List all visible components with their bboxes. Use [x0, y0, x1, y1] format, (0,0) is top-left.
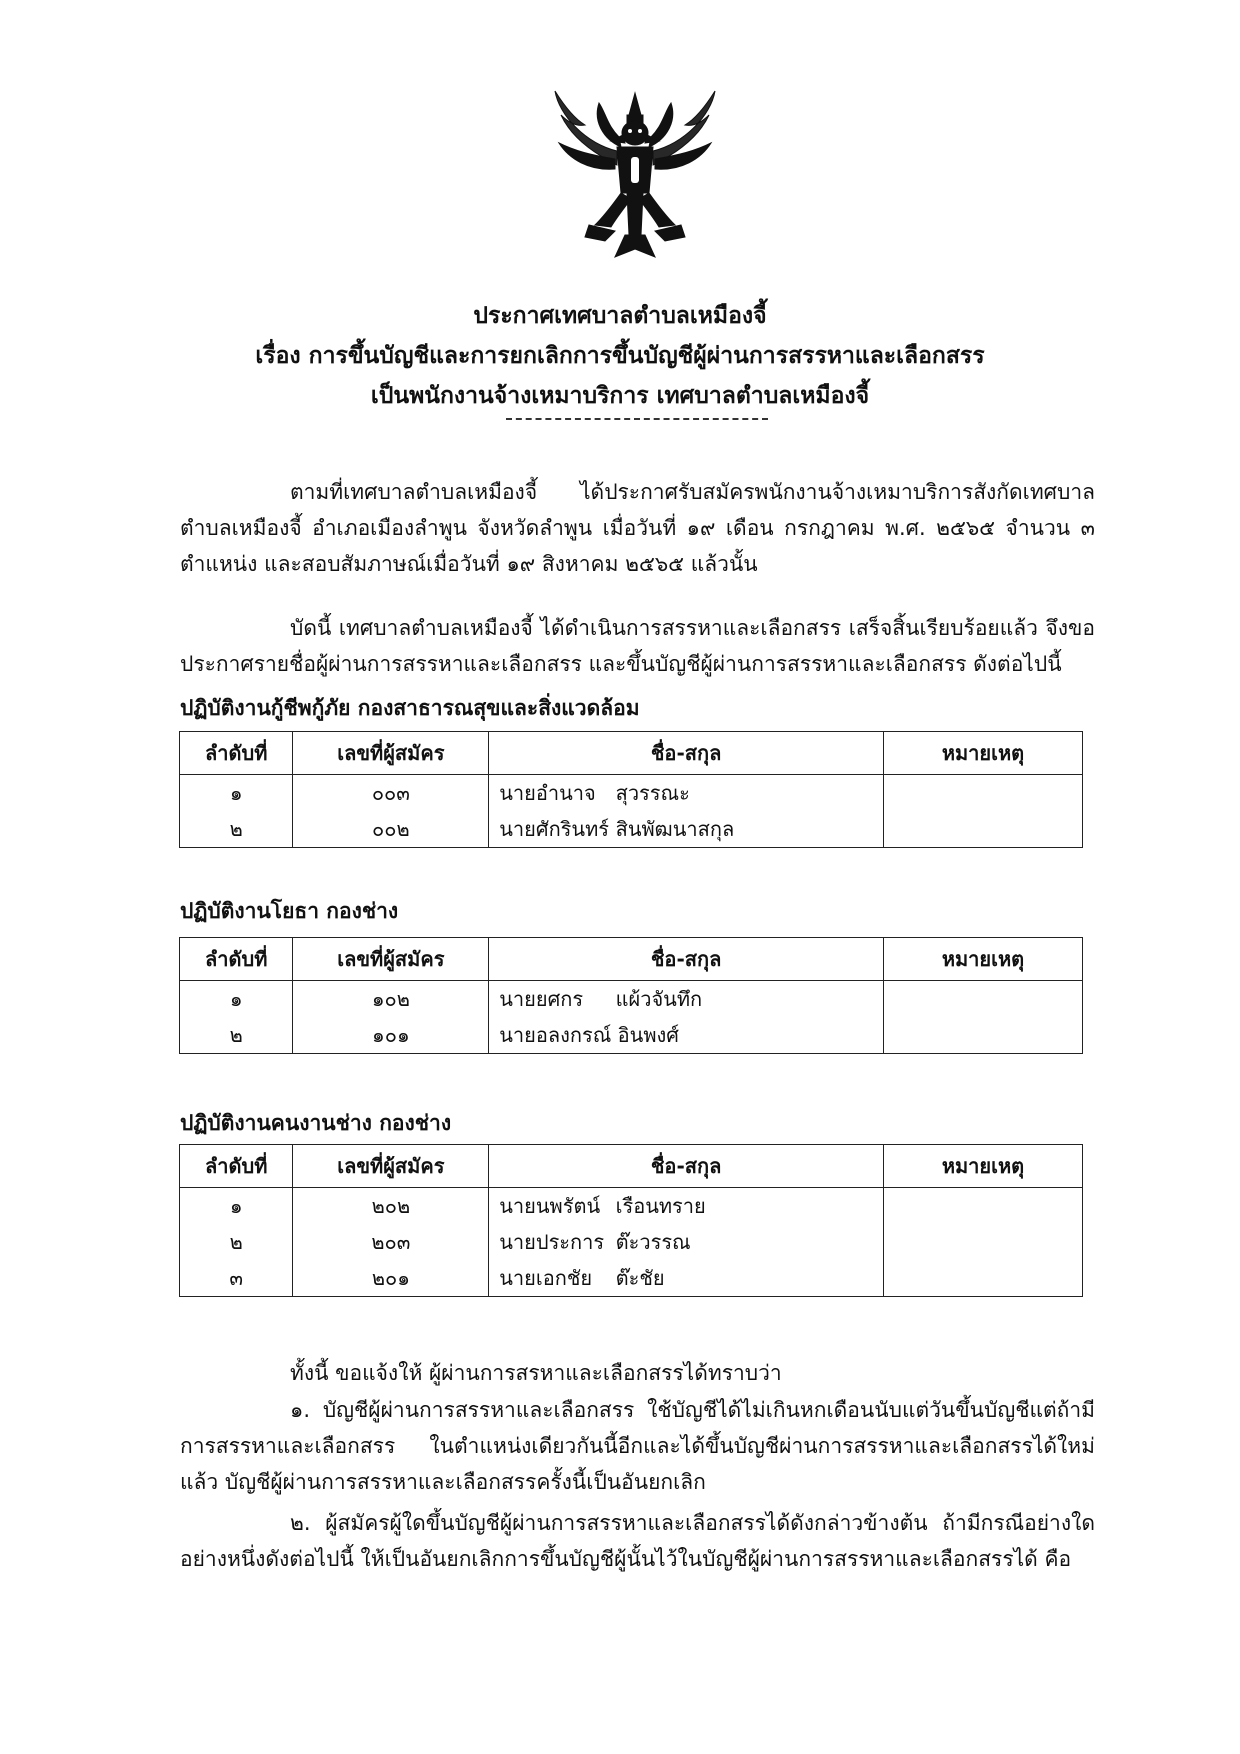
cell-remark — [883, 775, 1082, 812]
cell-applicant-no: ๒๐๓ — [293, 1224, 489, 1260]
announcement-subject-cont: เป็นพนักงานจ้างเหมาบริการ เทศบาลตำบลเหมืองจี้ — [370, 383, 870, 409]
notice-item-1 — [180, 1392, 1095, 1500]
cell-applicant-no: ๒๐๑ — [293, 1260, 489, 1297]
col-header-applicant-no: เลขที่ผู้สมัคร — [293, 732, 489, 775]
cell-order: ๑ — [180, 775, 293, 812]
surname: สุวรรณะ — [615, 781, 690, 805]
notice-item-2 — [180, 1505, 1095, 1577]
surname: ต๊ะชัย — [615, 1266, 665, 1290]
cell-name — [489, 1188, 884, 1225]
cell-remark — [883, 1224, 1082, 1260]
notice-item-2-text: ๒. ผู้สมัครผู้ใดขึ้นบัญชีผู้ผ่านการสรรหาและเลือกสรรได้ดังกล่าวข้างต้น ถ้ามีกรณีอย่างใดอย่างหนึ่งดังต่อไปนี้ ให้เป็นอันยกเลิกการขึ้นบัญชีผู้นั้นไว้ในบัญชีผู้ผ่านการสรรหาและเลือกสรรได้ คือ — [180, 1511, 1095, 1571]
col-header-remark: หมายเหตุ — [883, 732, 1082, 775]
surname: เรือนทราย — [615, 1194, 706, 1218]
cell-order: ๑ — [180, 1188, 293, 1225]
cell-name — [489, 981, 884, 1018]
table-header-row — [180, 938, 1083, 981]
table-row — [180, 1188, 1083, 1225]
cell-name — [489, 775, 884, 812]
given-name: นายอำนาจ — [499, 781, 596, 805]
cell-remark — [883, 811, 1082, 848]
surname: ต๊ะวรรณ — [615, 1230, 691, 1254]
section-title-craft-worker: ปฏิบัติงานคนงานช่าง กองช่าง — [180, 1111, 452, 1135]
col-header-remark: หมายเหตุ — [883, 1145, 1082, 1188]
given-name: นายเอกชัย — [499, 1266, 593, 1290]
cell-name — [489, 1224, 884, 1260]
cell-order: ๓ — [180, 1260, 293, 1297]
public-works-roster-table — [179, 937, 1083, 1054]
section-title-rescue: ปฏิบัติงานกู้ชีพกู้ภัย กองสาธารณสุขและสิ่งแวดล้อม — [180, 696, 640, 720]
section-title-public-works: ปฏิบัติงานโยธา กองช่าง — [180, 899, 399, 923]
cell-applicant-no: ๒๐๒ — [293, 1188, 489, 1225]
announcement-title: ประกาศเทศบาลตำบลเหมืองจี้ — [473, 303, 767, 329]
col-header-order: ลำดับที่ — [180, 938, 293, 981]
given-name: นายนพรัตน์ — [499, 1194, 601, 1218]
given-name: นายอลงกรณ์ — [499, 1023, 612, 1047]
table-row — [180, 981, 1083, 1018]
table-row — [180, 1017, 1083, 1054]
col-header-name: ชื่อ-สกุล — [489, 1145, 884, 1188]
col-header-name: ชื่อ-สกุล — [489, 732, 884, 775]
col-header-order: ลำดับที่ — [180, 732, 293, 775]
table-row — [180, 1224, 1083, 1260]
announcement-subject: เรื่อง การขึ้นบัญชีและการยกเลิกการขึ้นบัญชีผู้ผ่านการสรรหาและเลือกสรร — [255, 343, 985, 369]
col-header-order: ลำดับที่ — [180, 1145, 293, 1188]
col-header-remark: หมายเหตุ — [883, 938, 1082, 981]
table-row — [180, 775, 1083, 812]
col-header-applicant-no: เลขที่ผู้สมัคร — [293, 1145, 489, 1188]
rescue-roster-table — [179, 731, 1083, 848]
result-paragraph — [180, 610, 1095, 682]
table-row — [180, 1260, 1083, 1297]
col-header-name: ชื่อ-สกุล — [489, 938, 884, 981]
cell-applicant-no: ๑๐๒ — [293, 981, 489, 1018]
given-name: นายศักรินทร์ — [499, 817, 610, 841]
garuda-emblem-icon — [545, 85, 725, 265]
notice-item-1-text: ๑. บัญชีผู้ผ่านการสรรหาและเลือกสรร ใช้บัญชีได้ไม่เกินหกเดือนนับแต่วันขึ้นบัญชีแต่ถ้ามีการสรรหาและเลือกสรร ในตำแหน่งเดียวกันนี้อีกและได้ขึ้นบัญชีผ่านการสรรหาและเลือกสรรได้ใหม่แล้ว บัญชีผู้ผ่านการสรรหาและเลือกสรรครั้งนี้เป็นอันยกเลิก — [180, 1398, 1095, 1494]
cell-applicant-no: ๑๐๑ — [293, 1017, 489, 1054]
notice-intro-text: ทั้งนี้ ขอแจ้งให้ ผู้ผ่านการสรหาและเลือกสรรได้ทราบว่า — [290, 1361, 782, 1385]
cell-order: ๒ — [180, 1017, 293, 1054]
cell-name — [489, 1017, 884, 1054]
cell-remark — [883, 1188, 1082, 1225]
cell-applicant-no: ๐๐๓ — [293, 775, 489, 812]
intro-paragraph-text: ตามที่เทศบาลตำบลเหมืองจี้ ได้ประกาศรับสมัครพนักงานจ้างเหมาบริการสังกัดเทศบาลตำบลเหมืองจี้ อำเภอเมืองลำพูน จังหวัดลำพูน เมื่อวันที่ ๑๙ เดือน กรกฎาคม พ.ศ. ๒๕๖๕ จำนวน ๓ ตำแหน่ง และสอบสัมภาษณ์เมื่อวันที่ ๑๙ สิงหาคม ๒๕๖๕ แล้วนั้น — [180, 480, 1095, 576]
intro-paragraph — [180, 474, 1095, 582]
cell-name — [489, 1260, 884, 1297]
cell-remark — [883, 1017, 1082, 1054]
surname: แผ้วจันทึก — [615, 987, 703, 1011]
table-row — [180, 811, 1083, 848]
title-divider — [506, 418, 768, 420]
given-name: นายยศกร — [499, 987, 584, 1011]
craft-worker-roster-table — [179, 1144, 1083, 1297]
cell-remark — [883, 981, 1082, 1018]
surname: สินพัฒนาสกุล — [615, 817, 735, 841]
notice-intro — [180, 1355, 1095, 1391]
surname: อินพงศ์ — [617, 1023, 679, 1047]
given-name: นายประการ — [499, 1230, 605, 1254]
cell-order: ๑ — [180, 981, 293, 1018]
cell-order: ๒ — [180, 811, 293, 848]
table-header-row — [180, 732, 1083, 775]
table-header-row — [180, 1145, 1083, 1188]
cell-remark — [883, 1260, 1082, 1297]
cell-name — [489, 811, 884, 848]
cell-applicant-no: ๐๐๒ — [293, 811, 489, 848]
result-paragraph-text: บัดนี้ เทศบาลตำบลเหมืองจี้ ได้ดำเนินการสรรหาและเลือกสรร เสร็จสิ้นเรียบร้อยแล้ว จึงขอประกาศรายชื่อผู้ผ่านการสรรหาและเลือกสรร และขึ้นบัญชีผู้ผ่านการสรรหาและเลือกสรร ดังต่อไปนี้ — [180, 616, 1095, 676]
col-header-applicant-no: เลขที่ผู้สมัคร — [293, 938, 489, 981]
cell-order: ๒ — [180, 1224, 293, 1260]
